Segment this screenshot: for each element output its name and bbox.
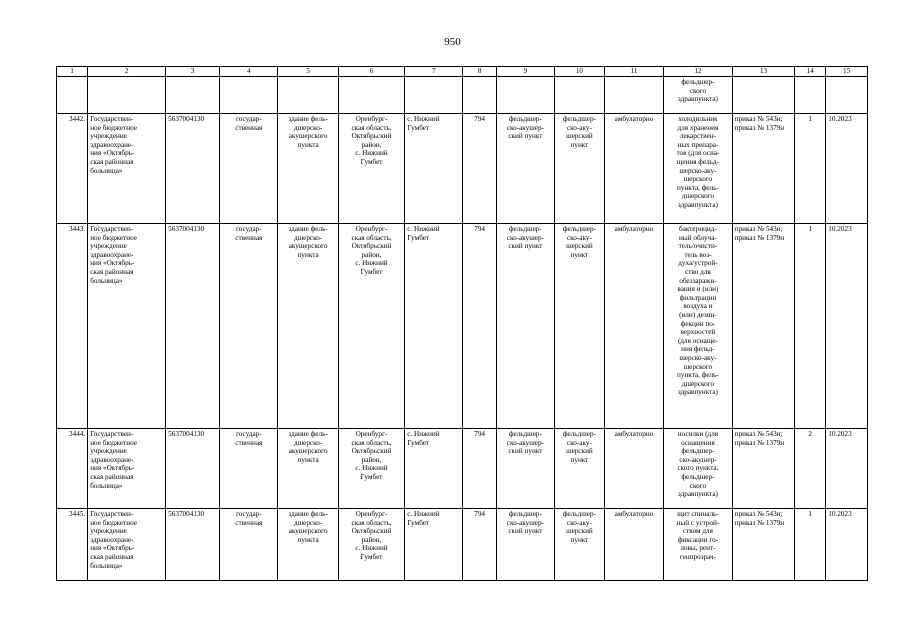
- unit-cell: фельдшер- ско-аку- шерский пункт: [554, 114, 604, 224]
- continuation-cell: фельдшер- ского здравпункта): [664, 77, 733, 114]
- facility-type-cell: фельдшер- ско-акушер- ский пункт: [496, 114, 554, 224]
- unit-cell: фельдшер- ско-аку- шерский пункт: [554, 509, 604, 581]
- column-number: 9: [496, 67, 554, 77]
- column-number: 3: [166, 67, 220, 77]
- column-number-row: [57, 67, 868, 77]
- ownership-cell: государ- ственная: [220, 114, 278, 224]
- orders-cell: приказ № 543н; приказ № 1379н: [732, 224, 794, 429]
- settlement-cell: с. Нижний Гумбет: [405, 224, 463, 429]
- ownership-cell: государ- ственная: [220, 509, 278, 581]
- table-row: [57, 114, 868, 224]
- care-type-cell: амбулаторно: [604, 509, 663, 581]
- column-number: 5: [278, 67, 338, 77]
- column-number: 8: [463, 67, 496, 77]
- column-number: 6: [338, 67, 405, 77]
- continuation-row: [57, 77, 868, 114]
- column-number: 11: [604, 67, 663, 77]
- inn-cell: 5637004130: [166, 509, 220, 581]
- organization-cell: Государствен- ное бюджетное учреждение здравоохране- ния «Октябрь- ская районная больница»: [88, 114, 166, 224]
- inn-cell: 5637004130: [166, 224, 220, 429]
- settlement-cell: с. Нижний Гумбет: [405, 429, 463, 509]
- equipment-table: [56, 66, 868, 581]
- population-cell: 794: [463, 509, 496, 581]
- date-cell: 10.2023: [826, 224, 868, 429]
- address-cell: Оренбург- ская область, Октябрьский район, с. Нижний Гумбет: [338, 224, 405, 429]
- date-cell: 10.2023: [826, 429, 868, 509]
- facility-type-cell: фельдшер- ско-акушер- ский пункт: [496, 509, 554, 581]
- column-number: 1: [57, 67, 88, 77]
- column-number: 14: [795, 67, 826, 77]
- care-type-cell: амбулаторно: [604, 114, 663, 224]
- equipment-cell: носилки (для оснащения фельдшер- ско-акушер- ского пункта, фельдшер- ского здравпункта): [664, 429, 733, 509]
- organization-cell: Государствен- ное бюджетное учреждение здравоохране- ния «Октябрь- ская районная больница»: [88, 224, 166, 429]
- row-number: 3442.: [57, 114, 88, 224]
- orders-cell: приказ № 543н; приказ № 1379н: [732, 429, 794, 509]
- page-number: 950: [444, 36, 461, 48]
- organization-cell: Государствен- ное бюджетное учреждение здравоохране- ния «Октябрь- ская районная больница»: [88, 509, 166, 581]
- table-row: [57, 429, 868, 509]
- address-cell: Оренбург- ская область, Октябрьский район, с. Нижний Гумбет: [338, 429, 405, 509]
- column-number: 15: [826, 67, 868, 77]
- column-number: 12: [664, 67, 733, 77]
- building-cell: здание фель- дшерско- акушерского пункта: [278, 224, 338, 429]
- organization-cell: Государствен- ное бюджетное учреждение здравоохране- ния «Октябрь- ская районная больница»: [88, 429, 166, 509]
- care-type-cell: амбулаторно: [604, 224, 663, 429]
- inn-cell: 5637004130: [166, 114, 220, 224]
- column-number: 2: [88, 67, 166, 77]
- unit-cell: фельдшер- ско-аку- шерский пункт: [554, 224, 604, 429]
- settlement-cell: с. Нижний Гумбет: [405, 114, 463, 224]
- inn-cell: 5637004130: [166, 429, 220, 509]
- column-number: 4: [220, 67, 278, 77]
- table-row: [57, 509, 868, 581]
- population-cell: 794: [463, 114, 496, 224]
- ownership-cell: государ- ственная: [220, 224, 278, 429]
- equipment-cell: бактерицид- ный облуча- тель/очисти- тель воз- духа/устрой- ство для обеззаражи- вания и (или) фильтрации воздуха и (или) дезин- фекции по- верхностей (для оснаще- ния фельд- шерско-аку- шерского пункта, фель- дшерского здравпункта): [664, 224, 733, 429]
- quantity-cell: 1: [795, 224, 826, 429]
- quantity-cell: 1: [795, 509, 826, 581]
- row-number: 3443.: [57, 224, 88, 429]
- column-number: 7: [405, 67, 463, 77]
- equipment-cell: холодильник для хранения лекарствен- ных препара- тов (для осна- щения фельд- шерско-аку- шерского пункта, фель- дшерского здравпункта): [664, 114, 733, 224]
- unit-cell: фельдшер- ско-аку- шерский пункт: [554, 429, 604, 509]
- address-cell: Оренбург- ская область, Октябрьский район, с. Нижний Гумбет: [338, 509, 405, 581]
- quantity-cell: 1: [795, 114, 826, 224]
- ownership-cell: государ- ственная: [220, 429, 278, 509]
- date-cell: 10.2023: [826, 114, 868, 224]
- building-cell: здание фель- дшерско- акушерского пункта: [278, 429, 338, 509]
- population-cell: 794: [463, 429, 496, 509]
- orders-cell: приказ № 543н; приказ № 1379н: [732, 509, 794, 581]
- building-cell: здание фель- дшерско- акушерского пункта: [278, 114, 338, 224]
- equipment-cell: щит спиналь- ный с устрой- ством для фиксации го- ловы, рент- генпрозрач-: [664, 509, 733, 581]
- row-number: 3444.: [57, 429, 88, 509]
- population-cell: 794: [463, 224, 496, 429]
- quantity-cell: 2: [795, 429, 826, 509]
- facility-type-cell: фельдшер- ско-акушер- ский пункт: [496, 224, 554, 429]
- settlement-cell: с. Нижний Гумбет: [405, 509, 463, 581]
- building-cell: здание фель- дшерско- акушерского пункта: [278, 509, 338, 581]
- row-number: 3445.: [57, 509, 88, 581]
- address-cell: Оренбург- ская область, Октябрьский район, с. Нижний Гумбет: [338, 114, 405, 224]
- column-number: 13: [732, 67, 794, 77]
- table-row: [57, 224, 868, 429]
- orders-cell: приказ № 543н; приказ № 1379н: [732, 114, 794, 224]
- facility-type-cell: фельдшер- ско-акушер- ский пункт: [496, 429, 554, 509]
- care-type-cell: амбулаторно: [604, 429, 663, 509]
- column-number: 10: [554, 67, 604, 77]
- date-cell: 10.2023: [826, 509, 868, 581]
